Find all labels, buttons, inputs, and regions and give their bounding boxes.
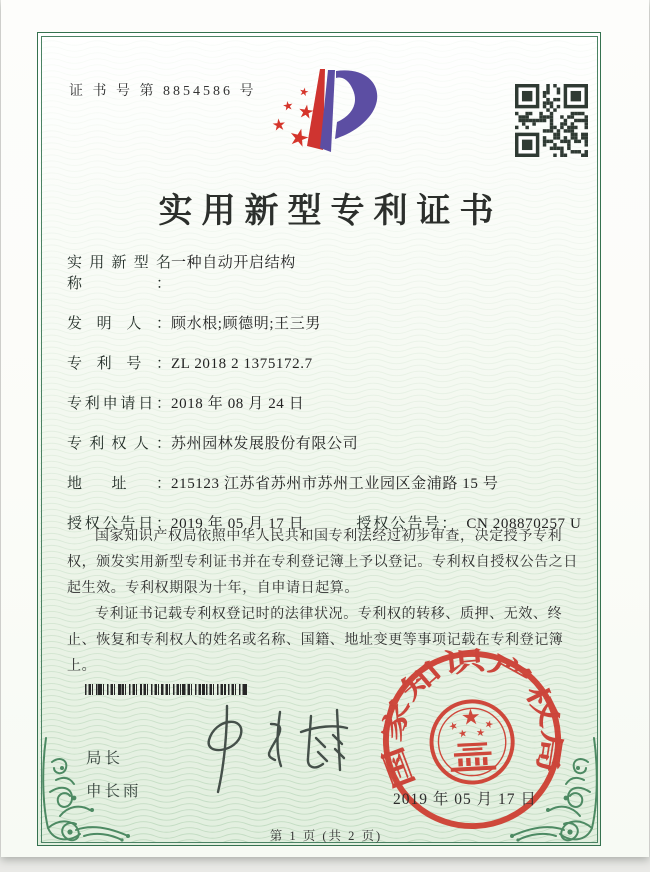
director-signature — [183, 700, 358, 802]
field-label: 授权公告日： — [67, 516, 171, 532]
field-row-name — [67, 253, 597, 295]
field-value: 顾水根;顾德明;王三男 — [171, 316, 321, 332]
seal-date: 2019 年 05 月 17 日 — [393, 791, 537, 808]
director-title: 局长 — [86, 750, 124, 767]
field-value: 2019 年 05 月 17 日 — [171, 516, 305, 532]
field-label: 专利号： — [67, 356, 171, 372]
field-value: ZL 2018 2 1375172.7 — [171, 356, 313, 372]
certificate-number: 证 书 号 第 8854586 号 — [69, 84, 257, 99]
field-label: 发明人： — [67, 316, 171, 332]
field-label: 地址： — [67, 476, 171, 492]
certificate-fields — [67, 253, 597, 535]
director-name: 申长雨 — [86, 783, 142, 800]
barcode-icon — [85, 684, 247, 695]
field-row-inventors — [67, 314, 597, 335]
seal-national-emblem-icon — [429, 699, 514, 784]
field-value: 2018 年 08 月 24 日 — [171, 396, 305, 412]
logo-purple-p — [320, 70, 377, 152]
certificate-title: 实用新型专利证书 — [158, 193, 503, 230]
field-row-patentee — [67, 434, 597, 455]
cnipa-logo-icon — [257, 64, 417, 174]
official-seal-icon — [373, 641, 571, 839]
field-label: 专利申请日： — [67, 396, 171, 412]
grant-number-label: 授权公告号： — [356, 516, 459, 532]
field-label: 实用新型名称： — [67, 255, 171, 292]
seal-text: 国家知识产权局 — [376, 646, 568, 793]
corner-ornament-left-icon — [40, 732, 136, 844]
certificate-paper — [1, 0, 649, 857]
qr-code-icon — [515, 84, 588, 157]
body-paragraph: 国家知识产权局依照中华人民共和国专利法经过初步审查，决定授予专利权，颁发实用新型专利证书并在专利登记簿上予以登记。专利权自授权公告之日起生效。专利权期限为十年，自申请日起算。 — [67, 529, 578, 597]
field-value: 215123 江苏省苏州市苏州工业园区金浦路 15 号 — [171, 476, 499, 492]
logo-stars — [272, 87, 314, 148]
field-value: 一种自动开启结构 — [171, 255, 296, 271]
field-row-patent-number — [67, 354, 597, 375]
field-label: 专利权人： — [67, 436, 171, 452]
field-row-address — [67, 474, 597, 495]
body-paragraph: 专利证书记载专利权登记时的法律状况。专利权的转移、质押、无效、终止、恢复和专利权人的姓名或名称、国籍、地址变更等事项记载在专利登记簿上。 — [67, 607, 564, 675]
grant-number-value: CN 208870257 U — [466, 516, 582, 532]
field-value: 苏州园林发展股份有限公司 — [171, 436, 359, 452]
field-row-filing-date — [67, 394, 597, 415]
page-footer: 第 1 页 (共 2 页) — [269, 829, 383, 843]
